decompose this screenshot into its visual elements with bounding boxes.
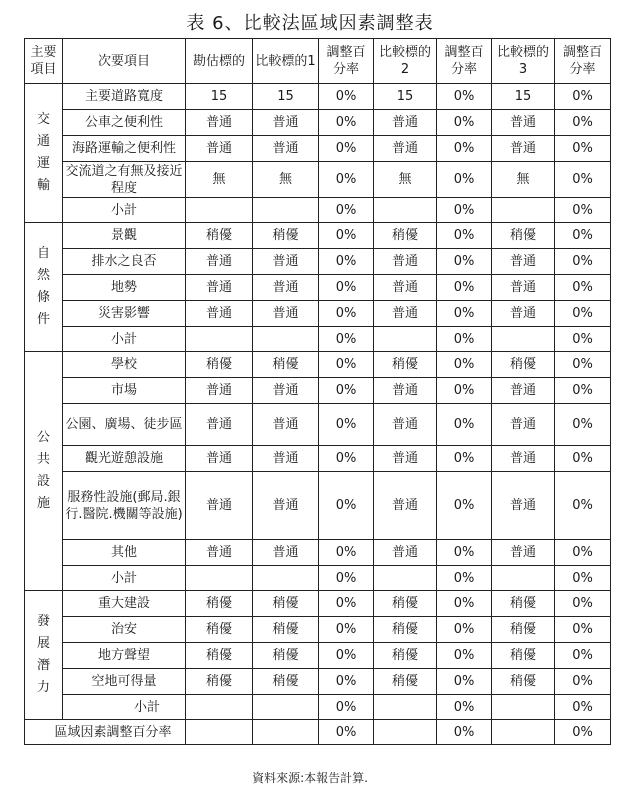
value-cell: 無 [186,162,253,198]
value-cell: 普通 [186,446,253,472]
value-cell: 普通 [186,404,253,446]
value-cell: 無 [253,162,319,198]
value-cell [374,198,437,223]
value-cell: 稍優 [374,223,437,249]
value-cell: 0% [319,643,374,669]
table-row [25,352,611,378]
table-row [25,223,611,249]
value-cell: 稍優 [186,643,253,669]
sub-item-label: 服務性設施(郵局.銀行.醫院.機關等設施) [63,472,186,540]
sub-item-label: 小計 [63,198,186,223]
value-cell: 普通 [492,446,555,472]
value-cell: 0% [319,540,374,566]
table-row [25,591,611,617]
value-cell: 0% [555,301,611,327]
value-cell: 0% [555,695,611,720]
header-row [25,39,611,84]
value-cell: 0% [319,249,374,275]
table-row [25,695,611,720]
value-cell: 0% [319,617,374,643]
category-label: 交通運輸 [36,112,50,193]
sub-item-label: 治安 [63,617,186,643]
value-cell: 普通 [374,136,437,162]
table-row [25,327,611,352]
value-cell: 0% [555,162,611,198]
value-cell: 普通 [253,540,319,566]
value-cell [186,695,253,720]
value-cell: 普通 [374,110,437,136]
category-label: 發展潛力 [36,614,50,695]
sub-item-label: 其他 [63,540,186,566]
value-cell: 稍優 [492,643,555,669]
value-cell: 普通 [492,301,555,327]
sub-item-label: 交流道之有無及接近程度 [63,162,186,198]
sub-item-label: 市場 [63,378,186,404]
category-label: 公共設施 [36,430,50,511]
value-cell: 普通 [253,301,319,327]
value-cell: 稍優 [492,669,555,695]
value-cell: 普通 [374,472,437,540]
value-cell: 普通 [492,472,555,540]
value-cell: 稍優 [374,643,437,669]
table-row [25,446,611,472]
value-cell: 0% [555,404,611,446]
value-cell: 稍優 [186,352,253,378]
value-cell: 0% [319,591,374,617]
value-cell: 0% [437,352,492,378]
value-cell: 普通 [253,249,319,275]
value-cell: 0% [555,275,611,301]
value-cell: 0% [319,669,374,695]
value-cell [253,695,319,720]
header-comp-1: 比較標的1 [253,39,319,84]
sub-item-label: 公園、廣場、徒步區 [63,404,186,446]
total-value-cell: 0% [319,720,374,745]
value-cell: 稍優 [253,352,319,378]
header-adj-1: 調整百分率 [319,39,374,84]
value-cell: 普通 [253,446,319,472]
value-cell: 稍優 [492,591,555,617]
value-cell: 0% [555,110,611,136]
value-cell: 0% [437,223,492,249]
value-cell [253,198,319,223]
value-cell: 15 [253,84,319,110]
value-cell [253,566,319,591]
value-cell: 0% [555,446,611,472]
value-cell: 稍優 [374,669,437,695]
sub-item-label: 排水之良否 [63,249,186,275]
total-value-cell [253,720,319,745]
value-cell: 0% [437,643,492,669]
table-row [25,249,611,275]
value-cell: 0% [319,404,374,446]
value-cell: 0% [555,84,611,110]
value-cell [186,198,253,223]
value-cell: 0% [319,198,374,223]
value-cell: 0% [319,110,374,136]
value-cell: 普通 [253,110,319,136]
sub-item-label: 主要道路寬度 [63,84,186,110]
value-cell: 0% [437,84,492,110]
adjustment-table [24,38,611,745]
value-cell: 0% [319,446,374,472]
value-cell: 0% [437,540,492,566]
value-cell: 普通 [374,301,437,327]
value-cell: 0% [555,591,611,617]
sub-item-label: 公車之便利性 [63,110,186,136]
header-comp-3: 比較標的3 [492,39,555,84]
value-cell: 普通 [492,378,555,404]
table-row [25,198,611,223]
value-cell: 0% [319,301,374,327]
value-cell: 稍優 [374,591,437,617]
total-value-cell: 0% [555,720,611,745]
value-cell: 0% [555,643,611,669]
value-cell: 無 [374,162,437,198]
value-cell: 普通 [186,378,253,404]
value-cell [186,327,253,352]
sub-item-label: 小計 [63,327,186,352]
total-value-cell [186,720,253,745]
value-cell [492,566,555,591]
value-cell: 0% [437,198,492,223]
value-cell: 稍優 [186,591,253,617]
value-cell: 0% [319,275,374,301]
value-cell: 0% [437,275,492,301]
total-value-cell [492,720,555,745]
value-cell [253,327,319,352]
table-row [25,136,611,162]
value-cell: 0% [555,352,611,378]
value-cell: 稍優 [186,223,253,249]
value-cell: 0% [319,136,374,162]
value-cell: 0% [319,695,374,720]
value-cell: 0% [319,566,374,591]
value-cell: 普通 [492,275,555,301]
category-label: 自然條件 [36,246,50,327]
value-cell: 0% [319,84,374,110]
category-cell [25,84,63,223]
value-cell: 普通 [374,404,437,446]
sub-item-label: 小計 [63,695,186,720]
page-title: 表 6、比較法區域因素調整表 [186,13,434,34]
value-cell: 0% [437,404,492,446]
value-cell: 0% [437,695,492,720]
value-cell: 普通 [186,136,253,162]
value-cell: 0% [555,566,611,591]
value-cell: 0% [555,472,611,540]
table-row [25,275,611,301]
category-cell [25,223,63,352]
total-label: 區域因素調整百分率 [25,720,186,745]
header-subject: 勘估標的 [186,39,253,84]
sub-item-label: 地勢 [63,275,186,301]
value-cell: 0% [437,136,492,162]
value-cell: 普通 [186,275,253,301]
value-cell: 0% [555,540,611,566]
value-cell: 普通 [186,110,253,136]
value-cell: 普通 [492,110,555,136]
total-value-cell [374,720,437,745]
value-cell: 0% [319,378,374,404]
value-cell: 0% [437,591,492,617]
value-cell: 0% [319,472,374,540]
value-cell: 稍優 [492,617,555,643]
value-cell: 0% [555,249,611,275]
value-cell [492,327,555,352]
value-cell: 稍優 [186,669,253,695]
value-cell: 0% [319,327,374,352]
value-cell: 0% [437,162,492,198]
value-cell [186,566,253,591]
value-cell: 普通 [492,249,555,275]
value-cell: 普通 [374,446,437,472]
value-cell: 15 [186,84,253,110]
value-cell: 稍優 [492,223,555,249]
value-cell [492,198,555,223]
value-cell: 普通 [253,472,319,540]
category-cell [25,352,63,591]
value-cell: 0% [555,223,611,249]
value-cell: 15 [374,84,437,110]
value-cell: 普通 [253,275,319,301]
table-row [25,566,611,591]
sub-item-label: 空地可得量 [63,669,186,695]
header-sub-item: 次要項目 [63,39,186,84]
header-main-item: 主要項目 [25,39,63,84]
value-cell: 普通 [186,472,253,540]
value-cell: 普通 [186,540,253,566]
value-cell: 0% [437,110,492,136]
value-cell: 0% [437,566,492,591]
table-row [25,669,611,695]
table-row [25,540,611,566]
value-cell: 普通 [374,540,437,566]
header-adj-3: 調整百分率 [555,39,611,84]
table-row [25,301,611,327]
value-cell: 普通 [492,540,555,566]
value-cell: 稍優 [253,591,319,617]
value-cell: 普通 [492,136,555,162]
value-cell: 無 [492,162,555,198]
value-cell: 普通 [374,275,437,301]
value-cell: 0% [437,378,492,404]
value-cell: 稍優 [253,223,319,249]
category-cell [25,591,63,720]
value-cell: 稍優 [253,669,319,695]
value-cell: 0% [437,249,492,275]
value-cell: 0% [319,223,374,249]
total-row [25,720,611,745]
value-cell: 0% [555,136,611,162]
value-cell: 普通 [492,404,555,446]
value-cell: 0% [437,327,492,352]
table-row [25,378,611,404]
value-cell: 稍優 [374,617,437,643]
sub-item-label: 海路運輸之便利性 [63,136,186,162]
value-cell: 普通 [186,249,253,275]
value-cell [374,566,437,591]
value-cell: 0% [555,617,611,643]
table-row [25,404,611,446]
value-cell: 稍優 [374,352,437,378]
value-cell: 0% [437,446,492,472]
table-row [25,110,611,136]
value-cell: 0% [555,327,611,352]
value-cell: 0% [319,352,374,378]
table-row [25,643,611,669]
value-cell [374,695,437,720]
value-cell: 0% [555,198,611,223]
value-cell: 稍優 [253,643,319,669]
value-cell: 稍優 [186,617,253,643]
value-cell: 15 [492,84,555,110]
value-cell: 普通 [253,136,319,162]
sub-item-label: 地方聲望 [63,643,186,669]
header-adj-2: 調整百分率 [437,39,492,84]
value-cell: 普通 [253,404,319,446]
value-cell [374,327,437,352]
sub-item-label: 小計 [63,566,186,591]
table-row [25,617,611,643]
value-cell: 普通 [374,378,437,404]
sub-item-label: 學校 [63,352,186,378]
value-cell: 0% [319,162,374,198]
table-row [25,162,611,198]
total-value-cell: 0% [437,720,492,745]
value-cell: 0% [437,617,492,643]
value-cell: 普通 [186,301,253,327]
value-cell: 0% [437,669,492,695]
table-row [25,472,611,540]
value-cell: 0% [555,669,611,695]
sub-item-label: 災害影響 [63,301,186,327]
value-cell: 稍優 [492,352,555,378]
value-cell: 0% [437,301,492,327]
table-row [25,84,611,110]
value-cell: 0% [437,472,492,540]
value-cell: 普通 [253,378,319,404]
value-cell [492,695,555,720]
sub-item-label: 景觀 [63,223,186,249]
source-note: 資料來源:本報告計算. [252,771,368,785]
value-cell: 0% [555,378,611,404]
sub-item-label: 重大建設 [63,591,186,617]
header-comp-2: 比較標的2 [374,39,437,84]
sub-item-label: 觀光遊憩設施 [63,446,186,472]
value-cell: 普通 [374,249,437,275]
value-cell: 稍優 [253,617,319,643]
